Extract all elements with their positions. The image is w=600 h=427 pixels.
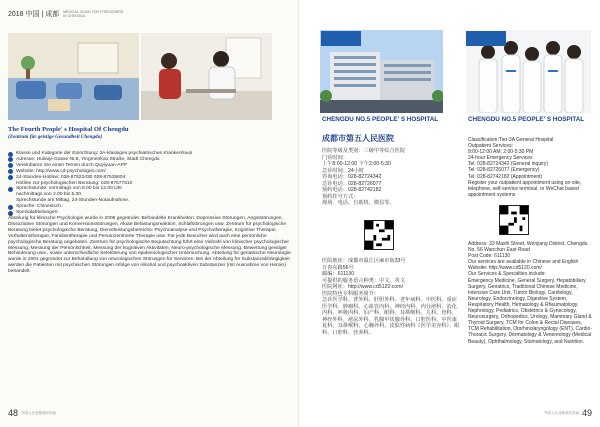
calendar-icon	[8, 163, 13, 168]
accent-bar	[466, 31, 506, 46]
info-line: 门诊时间：	[322, 154, 348, 161]
info-line: 急诊时间：24小时	[322, 167, 365, 174]
hospital-contact-en	[468, 241, 594, 345]
hospital-details	[8, 151, 292, 275]
language-icon	[8, 205, 13, 210]
info-line: 预约挂号方式：	[322, 193, 359, 200]
info-line: No. 56 Wanchun East Road	[468, 247, 530, 254]
info-line: Tel: 028-82724342 (General inquiry)	[468, 161, 549, 168]
detail-text: Sprechstunde: vormittags von 8.00 bis 12.00 Uhr	[16, 186, 123, 192]
phone-icon	[8, 175, 13, 180]
info-line: Website: http://www.cd5120.com/	[468, 265, 542, 272]
accent-bar	[321, 31, 361, 46]
info-line: 医院等级及类别：三级甲等综合医院	[322, 148, 406, 154]
info-line: 医院地址：成都市温江区麻市街33号	[322, 258, 406, 264]
specialty-description: Emergency Medicine, General Surgery, Hepatobiliary Surgery, Geriatrics, Traditional Chinese Medicine, Intensive Care Unit, Tumor Biology, Cardiology, Neurology, Endocrinology, Digestive System, Respiratory Health, Hematology & Rheumatology, Nephrology, Pediatrics, Obstetrics & Gynecology, Neurosurgery, Orthopedics, Urology, Mammary Gland & Thyroid Surgery, TCM for Colon & Rectal Diseases, TCM Rehabilitation, Otorhinolaryngology (ENT), Cardio-Thoracic Surgery, Dermatology & Venereology (Medical Beauty), Ophthalmology, Stomatology, and Nutrition.	[468, 277, 592, 345]
info-line: Classification:Tier-3A General Hospital	[468, 137, 554, 143]
info-line: Address: 33 Mashi Street, Wenjiang District, Chengdu	[468, 241, 588, 247]
page-number: 49	[581, 408, 592, 418]
info-line: 万春东路56号	[322, 264, 354, 271]
specialty-description: 急诊医学科、普外科、肝胆外科、老年病科、中医科、重症医学科、肿瘤科、心血管内科、神经内科、内分泌科、消化内科、呼吸内科、妇产科、眼科、耳鼻喉科、儿科、骨科、神经外科、泌尿外科、乳腺甲状腺外科、口腔医科、中医康复科、耳鼻喉科、心胸外科、皮肤性病科（医学美容科）、眼科、口腔科、营养科。	[322, 297, 460, 336]
info-line: 急诊电话：028-82726077	[322, 180, 382, 187]
specialty-description: Abteilung für klinische Psychologie wurde in 2006 gegründet. Behandelte Krankheiten: Depressive Störungen, Angststörungen, Dissoziative Störungen und Konversionsstörungen, Akute Belastungsreaktion, Schlafstörungen usw. Zentrum für psychologische Beratung bietet psychologische Beratung, Dienstleistungsbereiche: Psychoanalyse und Psychotherapie, Kognitive Therapie, Verhaltenstherapie, Familientherapie und Personzentrierte Therapie usw. Für jede Besucher wird auch eine persönliche psychologische Beratung angeboten. Zentrum für psychologische Begutachtung führt eine Vielzahl von klinischer psychologischer Messung, Messung der Persönlichkeit, Messung der kognitiven Aktivitäten, Neuro-psychologische Messung, Bewertung geistiger Behinderung usw., sowie unterschiedliche Selektierung von epidemiologischer Untersuchung. Abteilung für geriatrische Neurologie wurde in 2001 gegründet zur Behandlung von neurologischen Störungen für Senioren. Bei der Abteilung für Substanzabhängigkeit werden die Patienten mit psychischen Störungen infolge von Alkohol und psychoaktiven Substanzen (mit Ausnahme von Heroin) behandelt.	[8, 215, 291, 275]
info-line: Tel: 028-82726077 (Emergency)	[468, 167, 540, 174]
wechat-qr-code	[364, 220, 394, 250]
detail-text: Klasse und Kategorie der Einrichtung: 3A-klassiges psychiatrisches Krankenhaus	[16, 151, 193, 156]
hospital-name-en: The Fourth People' s Hospital Of Chengdu	[8, 126, 129, 133]
detail-text: Adresse: Huilaiyi-Gasse Nr.8, Yingmenkou Straße, Stadt Chengdu	[16, 156, 160, 162]
hospital-contact-cn	[322, 258, 462, 336]
page-number-left	[8, 408, 56, 418]
hospital-info-cn	[322, 148, 462, 207]
hospital-info-en	[468, 137, 594, 198]
detail-text: 24-Stunden-Hotline: 028-87522430 028-87528604	[16, 174, 126, 180]
hospital-name-en: CHENGDU NO.5 PEOPLE' S HOSPITAL	[322, 116, 439, 123]
info-line: 医院特色专科服务简介：	[322, 290, 380, 297]
wechat-qr-code	[499, 205, 529, 235]
info-line: Post Code: 611130	[468, 253, 511, 260]
footer-guide: 外国人在成都就医指南	[543, 410, 579, 415]
detail-text: Sprache: Chinesisch.	[16, 204, 63, 210]
info-line: Our Services & Specialties include:	[468, 271, 546, 278]
detail-text: Website: http://www.cd-psychologist.com/	[16, 168, 106, 174]
info-line: Tel: 028-82742182 (Appointment)	[468, 173, 543, 180]
info-line: 医院网址：http://www.cd5120.com/	[322, 284, 404, 290]
header-year-city: 2018 中国 | 成都	[8, 11, 60, 18]
lobby-photo	[8, 33, 139, 120]
info-line: 24-hour Emergency Services	[468, 155, 533, 162]
hospital-photos	[8, 33, 272, 120]
info-line: 上午8:00-12:00 下午2:00-5:30	[322, 161, 391, 167]
specialty-icon	[8, 211, 13, 216]
globe-icon	[8, 169, 13, 174]
header-guide-title: MEDICAL GUIDE FOR FOREIGNERS IN CHENGDU	[63, 10, 124, 18]
info-line: 8:00-12:00 AM; 2:00-5:30 PM	[468, 149, 534, 156]
info-line: 现场、电话、自助机、微信等。	[322, 200, 395, 206]
detail-text: Spezialabteilungen:	[16, 210, 59, 216]
footer-guide: 外国人在成都就医指南	[21, 410, 57, 415]
info-line: Our services are available in Chinese and English	[468, 259, 579, 266]
info-line: 咨询电话：028-82724342	[322, 174, 382, 180]
detail-text: nachmittags von 2.00 bis 5.30	[16, 192, 81, 198]
hospital-name-de: (Zentrum für geistige Gesundheit Chengdu)	[8, 134, 103, 140]
info-line: Outpatient Services:	[468, 143, 514, 150]
location-icon	[8, 157, 13, 162]
hospital-name-en: CHENGDU NO.5 PEOPLE' S HOSPITAL	[468, 116, 585, 123]
consultation-photo	[141, 33, 272, 120]
detail-text: Sprechstunde am Mittag, 24-Stunden-Notaufnahme.	[16, 198, 130, 204]
clock-icon	[8, 187, 13, 192]
info-line: 预约电话：028-82742182	[322, 187, 382, 193]
info-line: 可提供的服务语言种类：中文、英文	[322, 277, 406, 284]
page-number: 48	[8, 408, 19, 418]
detail-text: Vereinbaren Sie einen Termin durch Quyiyuan-APP	[16, 162, 128, 168]
page-header	[8, 9, 123, 19]
hospital-name-cn: 成都市第五人民医院	[322, 134, 394, 143]
page-number-right	[544, 408, 592, 418]
info-line: Register your outpatient appointment using on-site, telephone, self-service terminal, or WeChat based appointment systems	[468, 179, 582, 198]
info-line: 邮编：611130	[322, 271, 355, 277]
category-icon	[8, 152, 13, 157]
detail-text: Hotline zur psychologischen Beratung: 028-87577510	[16, 180, 133, 186]
hospital-title	[8, 126, 288, 140]
